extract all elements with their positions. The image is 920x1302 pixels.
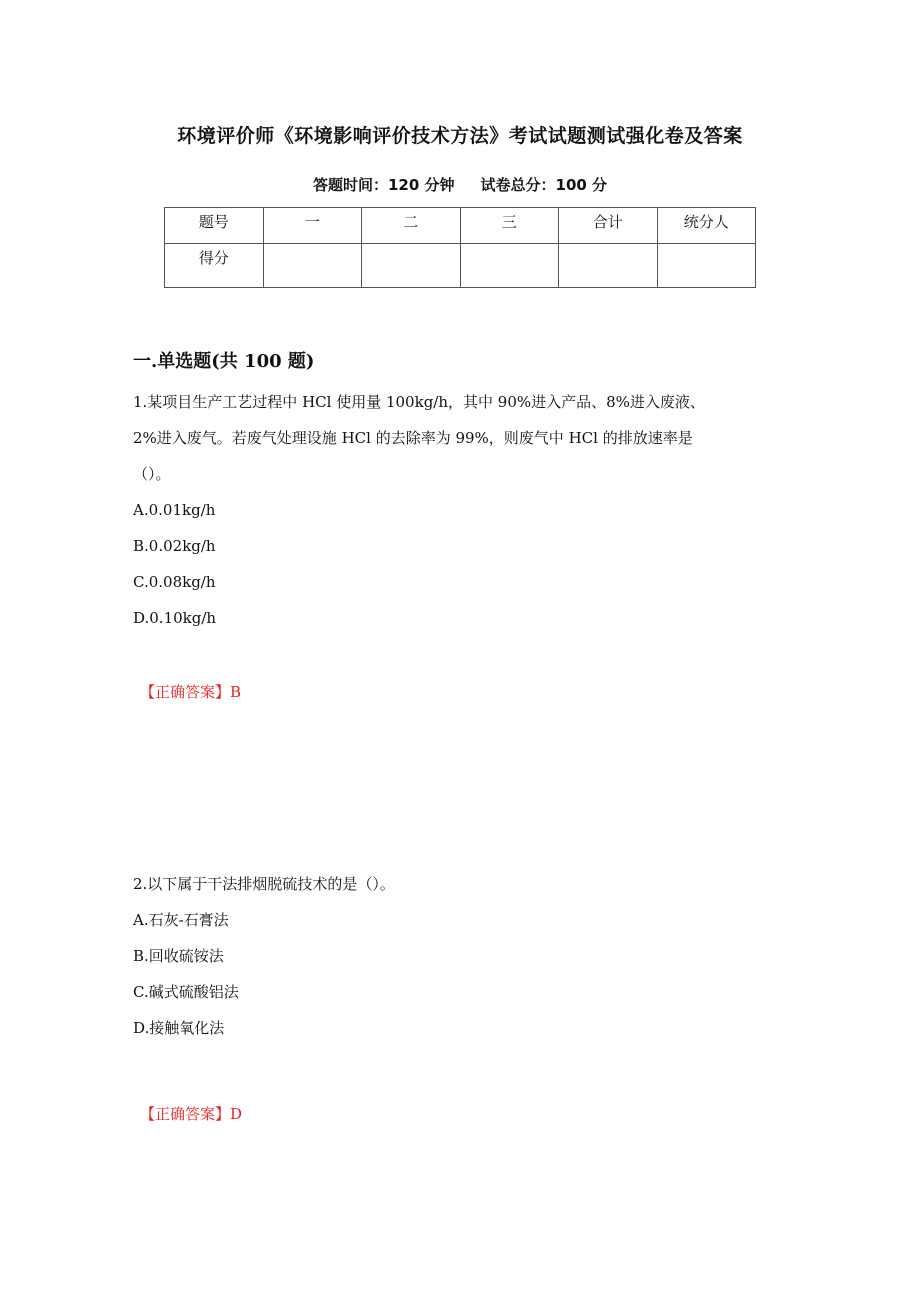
header-cell: 一 — [263, 208, 362, 244]
section-heading: 一.单选题(共 100 题) — [133, 351, 315, 372]
option-b: B.0.02kg/h — [133, 537, 216, 555]
score-table-header-row — [165, 208, 756, 244]
header-cell: 二 — [362, 208, 461, 244]
header-cell: 合计 — [559, 208, 658, 244]
score-cell — [460, 244, 559, 288]
score-cell — [263, 244, 362, 288]
question-2 — [133, 866, 793, 1046]
total-score: 试卷总分：100 分 — [480, 176, 608, 194]
question-stem: 2%进入废气。若废气处理设施 HCl 的去除率为 99%，则废气中 HCl 的排放速率是 — [133, 429, 693, 447]
score-table-score-row — [165, 244, 756, 288]
option-d: D.0.10kg/h — [133, 609, 217, 627]
correct-answer: 【正确答案】B — [140, 683, 242, 701]
score-cell — [657, 244, 756, 288]
document-title: 环境评价师《环境影响评价技术方法》考试试题测试强化卷及答案 — [177, 125, 743, 147]
exam-info — [0, 174, 920, 195]
question-1 — [133, 384, 793, 636]
header-cell: 统分人 — [657, 208, 756, 244]
score-cell — [559, 244, 658, 288]
score-cell — [362, 244, 461, 288]
question-stem: （）。 — [133, 465, 171, 483]
question-stem: 2.以下属于干法排烟脱硫技术的是（）。 — [133, 875, 395, 893]
option-a: A.0.01kg/h — [133, 501, 216, 519]
exam-time: 答题时间：120 分钟 — [312, 176, 455, 194]
option-d: D.接触氧化法 — [133, 1019, 225, 1037]
option-a: A.石灰-石膏法 — [133, 911, 229, 929]
option-b: B.回收硫铵法 — [133, 947, 224, 965]
question-stem: 1.某项目生产工艺过程中 HCl 使用量 100kg/h，其中 90%进入产品、8%进入废液、 — [133, 393, 705, 411]
header-cell: 三 — [460, 208, 559, 244]
correct-answer: 【正确答案】D — [140, 1105, 243, 1123]
row-label: 得分 — [165, 244, 264, 288]
option-c: C.碱式硫酸铝法 — [133, 983, 239, 1001]
option-c: C.0.08kg/h — [133, 573, 216, 591]
header-cell: 题号 — [165, 208, 264, 244]
score-table — [164, 207, 756, 288]
